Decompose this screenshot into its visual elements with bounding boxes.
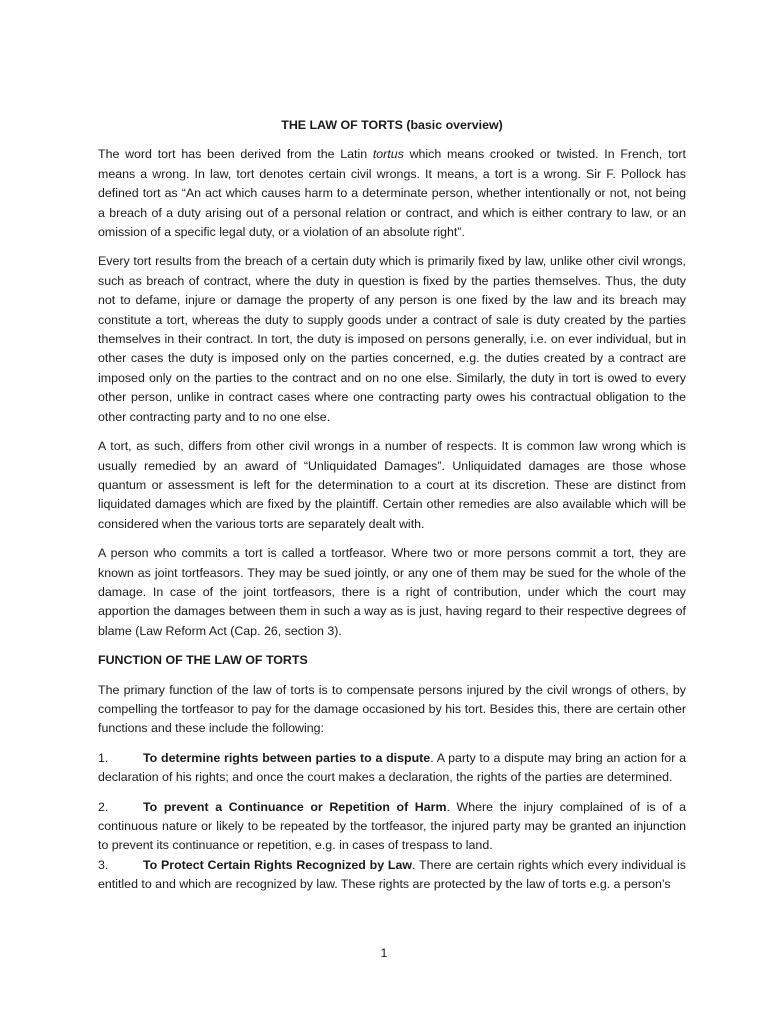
item-number: 2.	[98, 799, 109, 814]
paragraph-damages: A tort, as such, differs from other civil wrongs in a number of respects. It is common law wrong which is usually remedied by an award of “Unliquidated Damages”. Unliquidated damages are those whose quantum or assessment is left for the determination to a court at its discretion. These are distinct from liquidated damages which are fixed by the plaintiff. Certain other remedies are also available which will be considered when the various torts are separately dealt with.	[98, 439, 686, 531]
item-text: . A party to a dispute may bring an action for a declaration of his rights; and once the court makes a declaration, the rights of the parties are determined.	[98, 750, 687, 785]
function-item-1	[98, 749, 686, 788]
function-intro-paragraph: The primary function of the law of torts is to compensate persons injured by the civil wrongs of others, by compelling the tortfeasor to pay for the damage occasioned by his tort. Besides this, there are certain other functions and these include the following:	[98, 682, 686, 736]
intro-paragraph	[98, 145, 686, 242]
item-text: . Where the injury complained of is of a continuous nature or likely to be repeated by the tortfeasor, the injured party may be granted an injunction to prevent its continuance or repetition, e.g. in cases of trespass to land.	[98, 799, 687, 853]
intro-text-end: which means crooked or twisted. In French, tort means a wrong. In law, tort denotes certain civil wrongs. It means, a tort is a wrong. Sir F. Pollock has defined tort as “An act which causes harm to a determinate person, whether intentionally or not, not being a breach of a duty arising out of a personal relation or contract, and which is either contrary to law, or an omission of a specific legal duty, or a violation of an absolute right”.	[98, 147, 686, 240]
item-number: 1.	[98, 750, 109, 765]
item-text: . There are certain rights which every individual is entitled to and which are recognized by law. These rights are protected by the law of torts e.g. a person’s	[98, 857, 686, 892]
paragraph-duty: Every tort results from the breach of a certain duty which is primarily fixed by law, unlike other civil wrongs, such as breach of contract, where the duty in question is fixed by the parties themselves. Thus, the duty not to defame, injure or damage the property of any person is one fixed by the law and its breach may constitute a tort, whereas the duty to supply goods under a contract of sale is duty created by the parties themselves in their contract. In tort, the duty is imposed on persons generally, i.e. on ever individual, but in other cases the duty is imposed only on the parties concerned, e.g. the duties created by a contract are imposed only on the parties to the contract and on no one else. Similarly, the duty in tort is owed to every other person, unlike in contract cases where one contracting party owes his contractual obligation to the other contracting party and to no one else.	[98, 254, 686, 424]
document-title: THE LAW OF TORTS (basic overview)	[281, 118, 503, 132]
section-heading-function: FUNCTION OF THE LAW OF TORTS	[98, 653, 308, 668]
paragraph-tortfeasor: A person who commits a tort is called a tortfeasor. Where two or more persons commit a tort, they are known as joint tortfeasors. They may be sued jointly, or any one of them may be sued for the whole of the damage. In case of the joint tortfeasors, there is a right of contribution, under which the court may apportion the damages between them in such a way as is just, having regard to their respective degrees of blame (Law Reform Act (Cap. 26, section 3).	[98, 546, 686, 638]
item-number: 3.	[98, 857, 109, 872]
page-number: 1	[380, 946, 388, 960]
item-heading: To determine rights between parties to a dispute	[143, 750, 431, 765]
intro-latin-term: tortus	[372, 147, 404, 162]
item-heading: To Protect Certain Rights Recognized by Law	[143, 857, 413, 872]
intro-text-start: The word tort has been derived from the Latin	[98, 147, 373, 162]
document-body	[98, 116, 686, 905]
function-item-3	[98, 856, 686, 895]
item-heading: To prevent a Continuance or Repetition of Harm	[143, 799, 447, 814]
function-item-2	[98, 798, 686, 856]
